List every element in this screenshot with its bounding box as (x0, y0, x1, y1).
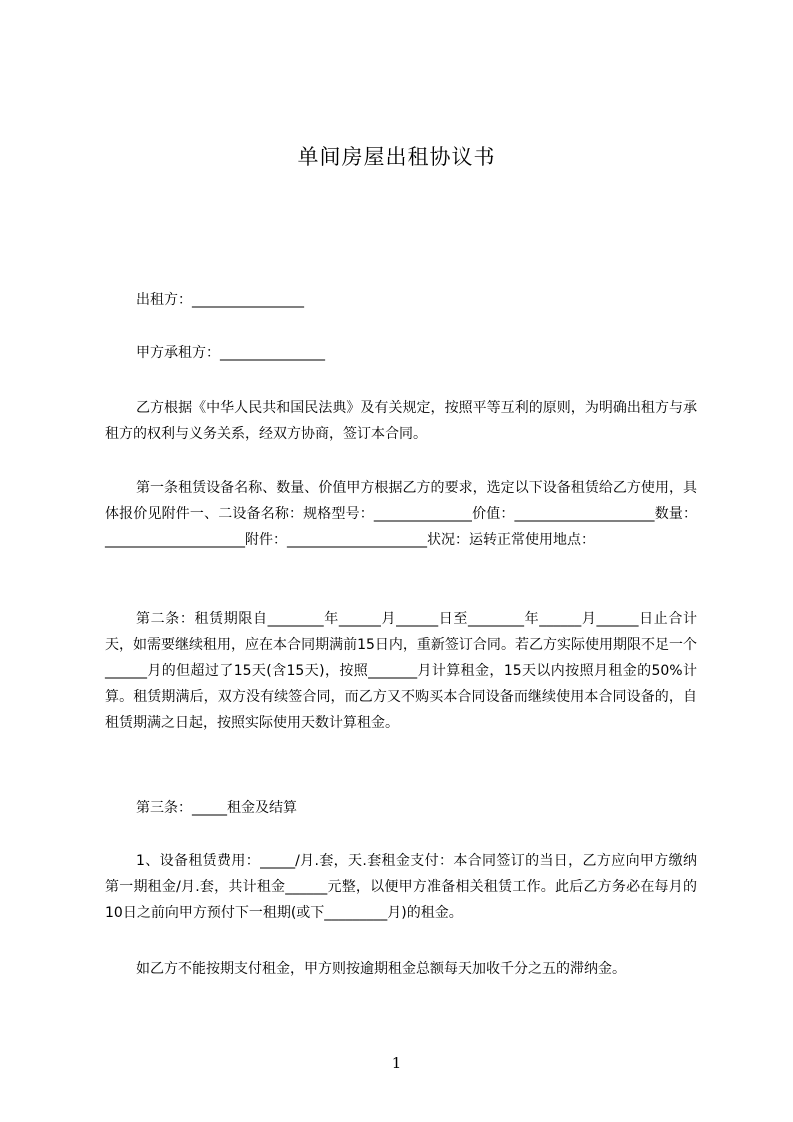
article-3-heading: 第三条：_____租金及结算 (136, 800, 297, 816)
lessor-line: 出租方：________________ (136, 292, 304, 308)
article-2-paragraph: 第二条：租赁期限自________年______月______日至________年______月______日止合计天，如需要继续租用，应在本合同期满前15日内，重新签订合同。若乙方实际使用期限不足一个______月的但超过了15天(含15天)，按照_______月计算租金，15天以内按照月租金的50%计算。租赁期满后，双方没有续签合同，而乙方又不购买本合同设备而继续使用本合同设备的，自租赁期满之日起，按照实际使用天数计算租金。 (105, 611, 697, 731)
page-number: 1 (391, 1054, 402, 1072)
clause-1-paragraph: 1、设备租赁费用：_____/月.套，天.套租金支付：本合同签订的当日，乙方应向甲方缴纳第一期租金/月.套，共计租金______元整，以便甲方准备相关租赁工作。此后乙方务必在每月的10日之前向甲方预付下一租期(或下_________月)的租金。 (105, 853, 697, 921)
document-title: 单间房屋出租协议书 (297, 145, 496, 169)
penalty-paragraph: 如乙方不能按期支付租金，甲方则按逾期租金总额每天加收千分之五的滞纳金。 (136, 961, 626, 977)
lessee-line: 甲方承租方：_______________ (136, 345, 325, 361)
article-1-paragraph: 第一条租赁设备名称、数量、价值甲方根据乙方的要求，选定以下设备租赁给乙方使用，具体报价见附件一、二设备名称：规格型号：______________价值：____________________数量：____________________附件：____________________状况：运转正常使用地点： (105, 480, 697, 548)
intro-paragraph: 乙方根据《中华人民共和国民法典》及有关规定，按照平等互利的原则，为明确出租方与承租方的权利与义务关系，经双方协商，签订本合同。 (105, 400, 697, 442)
